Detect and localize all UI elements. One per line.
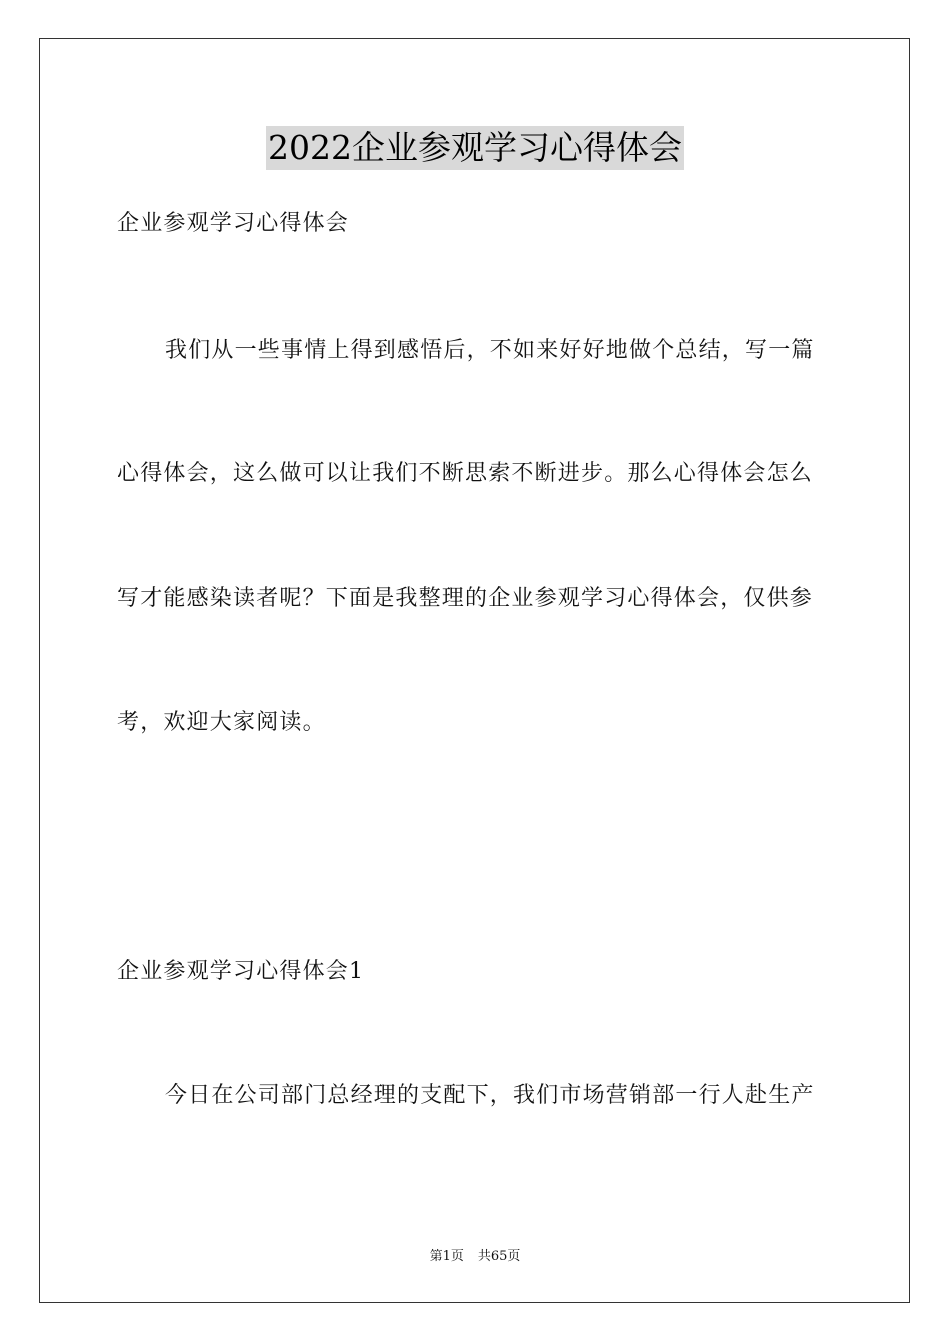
page-number: 第1页 — [429, 1249, 464, 1264]
paragraph-line: 我们从一些事情上得到感悟后，不如来好好地做个总结，写一篇 — [165, 338, 815, 363]
document-subtitle: 企业参观学习心得体会 — [117, 211, 350, 236]
page-total: 共65页 — [477, 1249, 521, 1264]
page-footer — [0, 1248, 950, 1266]
document-title: 2022企业参观学习心得体会 — [266, 126, 684, 170]
paragraph-line: 心得体会，这么做可以让我们不断思索不断进步。那么心得体会怎么 — [117, 461, 814, 486]
paragraph-line: 写才能感染读者呢？下面是我整理的企业参观学习心得体会，仅供参 — [117, 586, 814, 611]
section-heading: 企业参观学习心得体会1 — [117, 959, 365, 984]
paragraph-line: 今日在公司部门总经理的支配下，我们市场营销部一行人赴生产 — [165, 1083, 815, 1108]
title-container — [0, 126, 950, 170]
paragraph-line: 考，欢迎大家阅读。 — [117, 710, 326, 735]
